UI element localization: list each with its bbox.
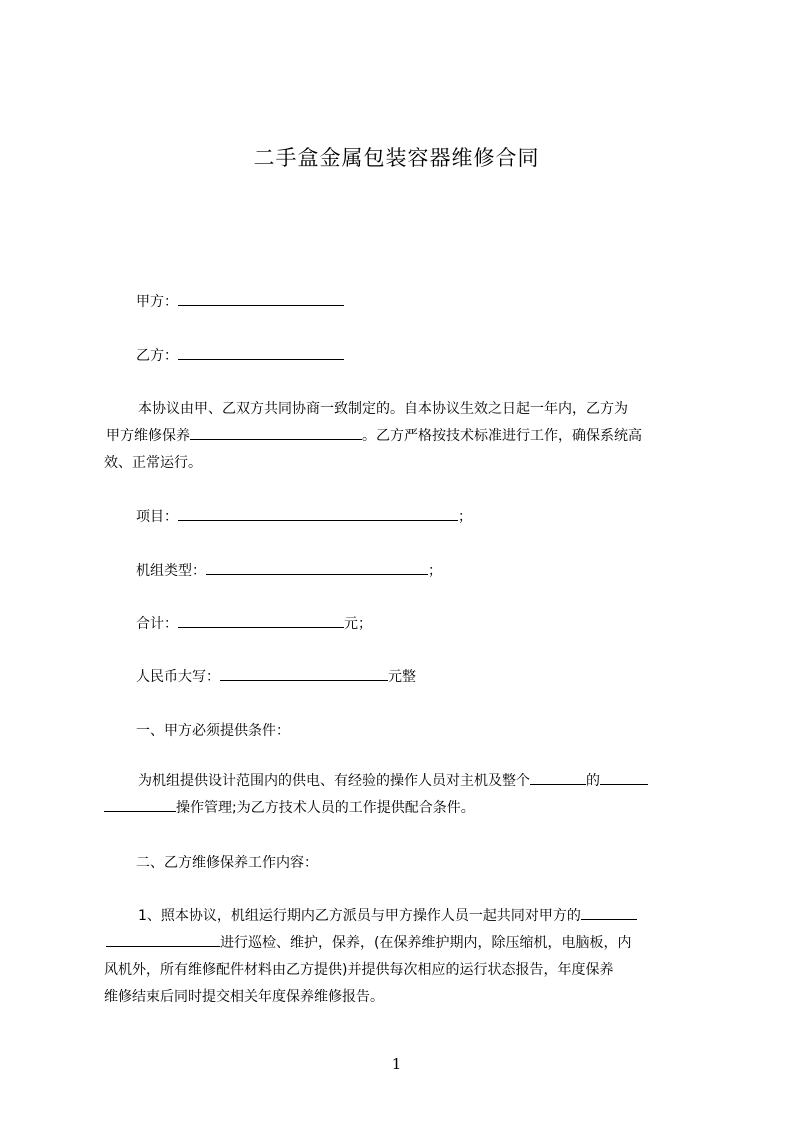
- section-1-line-1-mid: 的: [586, 773, 600, 789]
- rmb-label: 人民币大写：: [136, 669, 220, 685]
- total-blank: [178, 615, 344, 628]
- scope-blank-end: [104, 799, 176, 812]
- equipment-blank-end: [106, 934, 220, 947]
- party-a-line: [136, 291, 344, 311]
- party-b-line: [136, 345, 344, 365]
- page-number: 1: [391, 1055, 402, 1073]
- project-label: 项目：: [136, 509, 178, 525]
- section-2-line-1: [104, 903, 700, 930]
- intro-line-1: 本协议由甲、乙双方共同协商一致制定的。自本协议生效之日起一年内，乙方为: [138, 401, 628, 417]
- total-label: 合计：: [136, 616, 178, 632]
- maintenance-target-blank: [190, 427, 362, 440]
- project-line: [136, 506, 472, 526]
- rmb-suffix: 元整: [388, 669, 416, 685]
- rmb-blank: [220, 668, 388, 681]
- party-b-blank: [178, 347, 344, 360]
- total-line: [136, 613, 372, 633]
- section-1-line-2: [104, 795, 700, 822]
- document-title: 二手盒金属包装容器维修合同: [253, 146, 540, 170]
- section-1-line-1: [104, 768, 700, 795]
- intro-line-3: 效、正常运行。: [104, 455, 202, 471]
- party-b-label: 乙方：: [136, 348, 178, 364]
- section-1-line-2-end: 操作管理;为乙方技术人员的工作提供配合条件。: [176, 800, 475, 816]
- section-1-paragraph: [104, 768, 700, 822]
- unit-type-label: 机组类型：: [136, 563, 206, 579]
- total-suffix: 元；: [344, 616, 372, 632]
- equipment-blank-start: [581, 907, 637, 920]
- section-2-line-2: [104, 930, 700, 957]
- section-2-line-2-text: 进行巡检、维护，保养，(在保养维护期内，除压缩机，电脑板，内: [220, 935, 632, 951]
- unit-type-line: [136, 560, 442, 580]
- section-1-line-1-start: 为机组提供设计范围内的供电、有经验的操作人员对主机及整个: [138, 773, 530, 789]
- section-2-line-3: 风机外，所有维修配件材料由乙方提供)并提供每次相应的运行状态报告，年度保养: [104, 962, 614, 978]
- project-blank: [178, 508, 458, 521]
- section-1-heading: 一、甲方必须提供条件：: [136, 723, 290, 739]
- unit-type-blank: [206, 562, 428, 575]
- system-blank: [530, 772, 586, 785]
- project-suffix: ；: [458, 509, 472, 525]
- scope-blank-start: [600, 772, 648, 785]
- section-2-line-1-text: 1、照本协议，机组运行期内乙方派员与甲方操作人员一起共同对甲方的: [138, 908, 581, 924]
- unit-type-suffix: ；: [428, 563, 442, 579]
- intro-line-2-start: 甲方维修保养: [106, 428, 190, 444]
- intro-line-2-end: 。乙方严格按技术标准进行工作，确保系统高: [362, 428, 642, 444]
- rmb-line: [136, 666, 416, 686]
- intro-line-2: [104, 423, 700, 450]
- section-2-paragraph: [104, 903, 700, 1011]
- section-2-line-4: 维修结束后同时提交相关年度保养维修报告。: [104, 989, 384, 1005]
- section-2-heading: 二、乙方维修保养工作内容：: [136, 855, 318, 871]
- intro-paragraph: [104, 396, 700, 477]
- party-a-blank: [178, 293, 344, 306]
- party-a-label: 甲方：: [136, 294, 178, 310]
